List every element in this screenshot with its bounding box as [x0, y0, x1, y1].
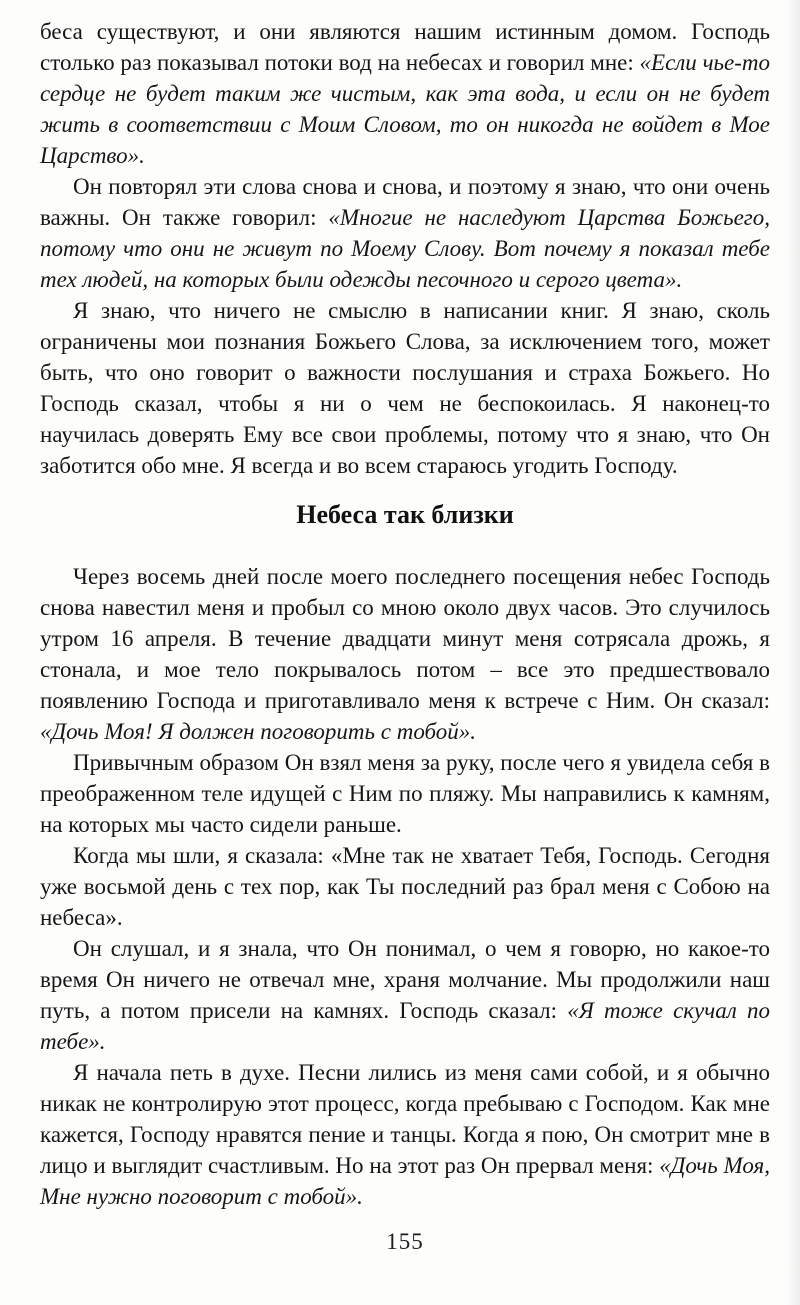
- text-run: Привычным образом Он взял меня за руку, после чего я увидела себя в преображенном теле идущей с Ним по пляжу. Мы направились к камням, на которых мы часто сидели раньше.: [40, 750, 770, 837]
- text-run-italic-quote: «Я тоже скучал по тебе».: [40, 998, 770, 1054]
- text-run: Я знаю, что ничего не смыслю в написании книг. Я знаю, сколь ограничены мои познания Божьего Слова, за исключением того, может быть, что оно говорит о важности послушания и страха Божьего. Но Господь сказал, чтобы я ни о чем не беспокоилась. Я наконец-то научилась доверять Ему все свои проблемы, потому что я знаю, что Он заботится обо мне. Я всегда и во всем стараюсь угодить Господу.: [40, 298, 770, 478]
- paragraph-3: [40, 295, 770, 481]
- page-number: 155: [386, 1229, 424, 1254]
- paragraph-8: [40, 1057, 770, 1212]
- section-heading: Небеса так близки: [296, 500, 514, 529]
- text-run-italic-quote: «Многие не наследуют Царства Божьего, потому что они не живут по Моему Слову. Вот почему я показал тебе тех людей, на которых были одежды песочного и серого цвета».: [40, 205, 771, 292]
- text-run: Когда мы шли, я сказала: «Мне так не хватает Тебя, Господь. Сегодня уже восьмой день с тех пор, как Ты последний раз брал меня с Собою на небеса».: [40, 843, 770, 930]
- paragraph-2: [40, 171, 770, 295]
- paragraph-5: [40, 747, 770, 840]
- paragraph-1: [40, 16, 770, 171]
- text-run-italic-quote: «Дочь Моя, Мне нужно поговорит с тобой».: [40, 1153, 770, 1209]
- text-run-italic-quote: «Если чье-то сердце не будет таким же чистым, как эта вода, и если он не будет жить в соответствии с Моим Словом, то он никогда не войдет в Мое Царство».: [40, 50, 770, 168]
- text-run: беса существуют, и они являются нашим истинным домом. Господь столько раз показывал потоки вод на небесах и говорил мне:: [40, 19, 770, 75]
- text-run: Он слушал, и я знала, что Он понимал, о чем я говорю, но какое-то время Он ничего не отвечал мне, храня молчание. Мы продолжили наш путь, а потом присели на камнях. Господь сказал:: [40, 936, 770, 1023]
- paragraph-6: [40, 840, 770, 933]
- paragraph-7: [40, 933, 770, 1057]
- text-run: Он повторял эти слова снова и снова, и поэтому я знаю, что они очень важны. Он также говорил:: [40, 174, 770, 230]
- text-run: Через восемь дней после моего последнего посещения небес Господь снова навестил меня и пробыл со мною около двух часов. Это случилось утром 16 апреля. В течение двадцати минут меня сотрясала дрожь, я стонала, и мое тело покрывалось потом – все это предшествовало появлению Господа и приготавливало меня к встрече с Ним. Он сказал:: [40, 564, 770, 713]
- paragraph-4: [40, 561, 770, 747]
- text-run-italic-quote: «Дочь Моя! Я должен поговорить с тобой».: [40, 719, 477, 744]
- text-run: Я начала петь в духе. Песни лились из меня сами собой, и я обычно никак не контролирую этот процесс, когда пребываю с Господом. Как мне кажется, Господу нравятся пение и танцы. Когда я пою, Он смотрит мне в лицо и выглядит счастливым. Но на этот раз Он прервал меня:: [40, 1060, 770, 1178]
